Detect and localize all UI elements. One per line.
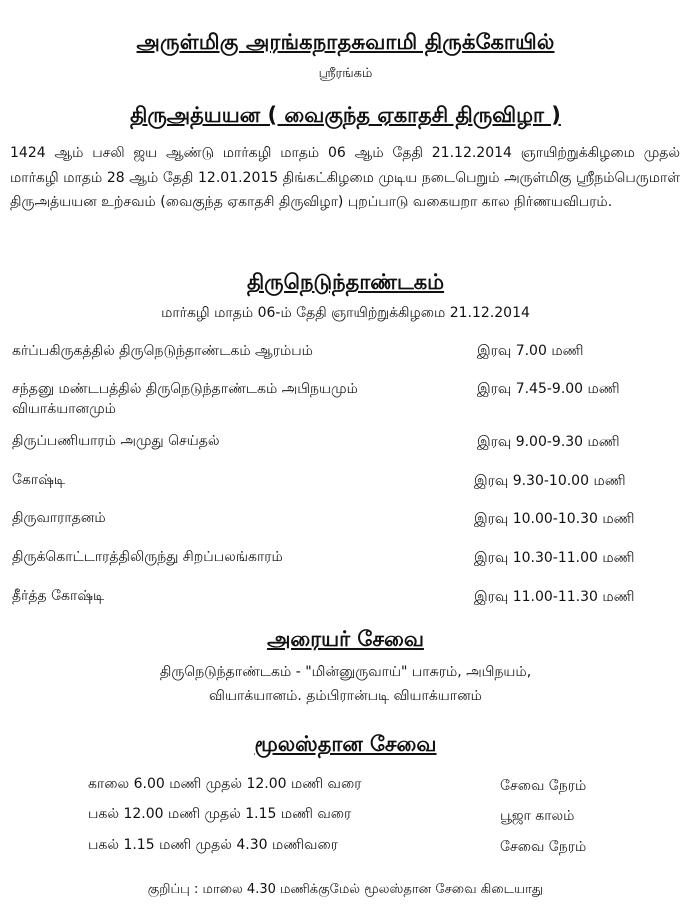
moolasthana-type: சேவை நேரம் xyxy=(500,839,587,855)
schedule-event: திருவாராதனம் xyxy=(12,510,106,526)
schedule-time: இரவு 7.45-9.00 மணி xyxy=(477,381,620,397)
schedule-time: இரவு 7.00 மணி xyxy=(477,343,584,359)
schedule-event: தீர்த்த கோஷ்டி xyxy=(12,588,105,604)
schedule-time: இரவு 10.30-11.00 மணி xyxy=(474,550,635,566)
festival-intro: 1424 ஆம் பசலி ஜய ஆண்டு மார்கழி மாதம் 06 ஆம் தேதி 21.12.2014 ஞாயிற்றுக்கிழமை முதல் மார்கழி மாதம் 28 ஆம் தேதி 12.01.2015 திங்கட்கிழமை முடிய நடைபெறும் அருள்மிகு ஸ்ரீநம்பெருமாள் திருஅத்யயன உற்சவம் (வைகுந்த ஏகாதசி திருவிழா) புறப்பாடு வகையறா கால நிர்ணயவிபரம். xyxy=(10,145,680,210)
temple-title: அருள்மிகு அரங்கநாதசுவாமி திருக்கோயில் xyxy=(136,30,555,54)
araiyar-sevai-line2: வியாக்யானம். தம்பிரான்படி வியாக்யானம் xyxy=(209,688,482,704)
araiyar-sevai-line1: திருநெடுந்தாண்டகம் - "மின்னுருவாய்" பாசுரம், அபிநயம், xyxy=(159,664,532,680)
moolasthana-type: பூஜா காலம் xyxy=(500,808,575,824)
araiyar-sevai-heading: அரையர் சேவை xyxy=(267,627,424,651)
schedule-event: கர்ப்பகிருகத்தில் திருநெடுந்தாண்டகம் ஆரம்பம் xyxy=(12,343,313,359)
moolasthana-time: காலை 6.00 மணி முதல் 12.00 மணி வரை xyxy=(88,776,362,792)
moolasthana-type: சேவை நேரம் xyxy=(500,778,587,794)
schedule-event: திருக்கொட்டாரத்திலிருந்து சிறப்பலங்காரம் xyxy=(12,549,283,565)
thirunedunthandagam-date: மார்கழி மாதம் 06-ம் தேதி ஞாயிற்றுக்கிழமை 21.12.2014 xyxy=(161,305,530,321)
moolasthana-time: பகல் 12.00 மணி முதல் 1.15 மணி வரை xyxy=(88,806,352,822)
moolasthana-time: பகல் 1.15 மணி முதல் 4.30 மணிவரை xyxy=(88,837,338,853)
schedule-time: இரவு 9.00-9.30 மணி xyxy=(477,434,620,450)
schedule-time: இரவு 10.00-10.30 மணி xyxy=(474,511,635,527)
schedule-event: சந்தனு மண்டபத்தில் திருநெடுந்தாண்டகம் அபிநயமும் வியாக்யானமும் xyxy=(12,381,358,417)
thirunedunthandagam-heading: திருநெடுந்தாண்டகம் xyxy=(246,270,445,294)
schedule-event: திருப்பணியாரம் அமுது செய்தல் xyxy=(12,433,220,449)
schedule-time: இரவு 9.30-10.00 மணி xyxy=(474,473,626,489)
schedule-time: இரவு 11.00-11.30 மணி xyxy=(474,589,635,605)
festival-heading: திருஅத்யயன ( வைகுந்த ஏகாதசி திருவிழா ) xyxy=(130,103,561,127)
footnote: குறிப்பு : மாலை 4.30 மணிக்குமேல் மூலஸ்தான சேவை கிடையாது xyxy=(147,882,544,897)
moolasthana-sevai-heading: மூலஸ்தான சேவை xyxy=(254,732,437,756)
schedule-event: கோஷ்டி xyxy=(12,472,66,488)
temple-location: ஸ்ரீரங்கம் xyxy=(318,66,373,81)
